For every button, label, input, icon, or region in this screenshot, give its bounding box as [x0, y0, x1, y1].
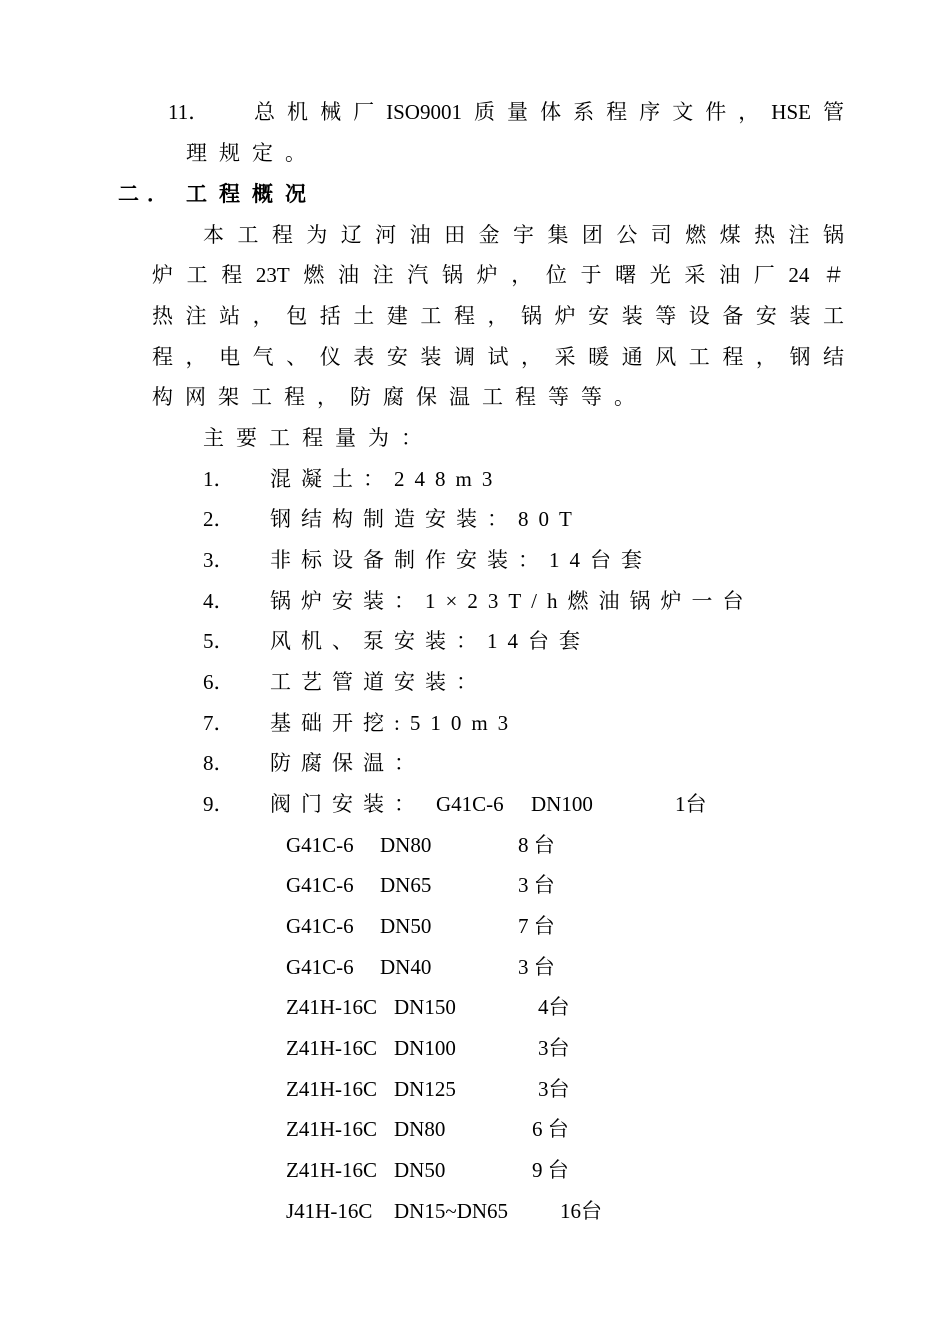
valve-model: G41C-6: [436, 792, 504, 816]
quantity-text: 风机、泵安装：14台套: [270, 629, 590, 653]
overview-line-4: 程，电气、仪表安装调试，采暖通风工程，钢结: [152, 345, 844, 369]
quantity-number: 7．: [203, 711, 235, 735]
quantity-number: 8．: [203, 751, 235, 775]
item-11-number: 11．: [168, 100, 210, 124]
valve-size: DN50: [380, 914, 432, 938]
quantity-number: 2．: [203, 507, 235, 531]
quantity-text: 基础开挖:510m3: [270, 711, 519, 735]
valve-size: DN15~DN65: [394, 1199, 509, 1223]
section-2-number: 二．: [118, 182, 176, 206]
valve-size: DN100: [394, 1036, 456, 1060]
quantity-number: 5．: [203, 629, 235, 653]
valve-size: DN100: [531, 792, 593, 816]
quantities-heading: 主要工程量为：: [203, 426, 434, 450]
valve-qty: 7 台: [518, 914, 555, 938]
valve-model: J41H-16C: [286, 1199, 373, 1223]
valve-model: Z41H-16C: [286, 1117, 377, 1141]
overview-line-1: 本工程为辽河油田金宇集团公司燃煤热注锅: [203, 223, 844, 247]
valve-model: Z41H-16C: [286, 1036, 377, 1060]
quantity-text: 钢结构制造安装：80T: [270, 507, 582, 531]
overview-line-5: 构网架工程，防腐保温工程等等。: [152, 385, 647, 409]
quantity-number: 4．: [203, 589, 235, 613]
item-11-text-cont: 理规定。: [186, 141, 318, 165]
quantity-text: 防腐保温：: [270, 751, 425, 775]
valve-qty: 3台: [538, 1036, 570, 1060]
valve-qty: 3 台: [518, 955, 555, 979]
valve-model: Z41H-16C: [286, 995, 377, 1019]
valve-qty: 16台: [560, 1199, 602, 1223]
quantity-text: 锅炉安装：1×23T/h燃油锅炉一台: [270, 589, 754, 613]
valve-size: DN50: [394, 1158, 446, 1182]
overview-line-3: 热注站，包括土建工程，锅炉安装等设备安装工: [152, 304, 844, 328]
valve-qty: 3台: [538, 1077, 570, 1101]
valve-model: G41C-6: [286, 914, 354, 938]
valve-size: DN80: [394, 1117, 446, 1141]
valve-size: DN150: [394, 995, 456, 1019]
section-2-title: 工程概况: [186, 182, 318, 206]
quantity-text: 混凝土：248m3: [270, 467, 503, 491]
quantity-text: 阀门安装：: [270, 792, 425, 816]
overview-line-2: 炉工程23T燃油注汽锅炉，位于曙光采油厂24＃: [152, 263, 844, 287]
quantity-number: 3．: [203, 548, 235, 572]
valve-qty: 4台: [538, 995, 570, 1019]
item-11-text: 总机械厂ISO9001质量体系程序文件，HSE管: [254, 100, 844, 124]
valve-qty: 1台: [675, 792, 707, 816]
quantity-number: 1．: [203, 467, 235, 491]
valve-model: G41C-6: [286, 873, 354, 897]
quantity-number: 6．: [203, 670, 235, 694]
valve-model: G41C-6: [286, 833, 354, 857]
quantity-number: 9．: [203, 792, 235, 816]
valve-size: DN80: [380, 833, 432, 857]
valve-qty: 3 台: [518, 873, 555, 897]
quantity-text: 非标设备制作安装：14台套: [270, 548, 652, 572]
valve-model: Z41H-16C: [286, 1077, 377, 1101]
valve-qty: 6 台: [532, 1117, 569, 1141]
valve-size: DN125: [394, 1077, 456, 1101]
valve-qty: 8 台: [518, 833, 555, 857]
valve-size: DN40: [380, 955, 432, 979]
quantity-text: 工艺管道安装：: [270, 670, 487, 694]
valve-size: DN65: [380, 873, 432, 897]
valve-qty: 9 台: [532, 1158, 569, 1182]
valve-model: Z41H-16C: [286, 1158, 377, 1182]
valve-model: G41C-6: [286, 955, 354, 979]
